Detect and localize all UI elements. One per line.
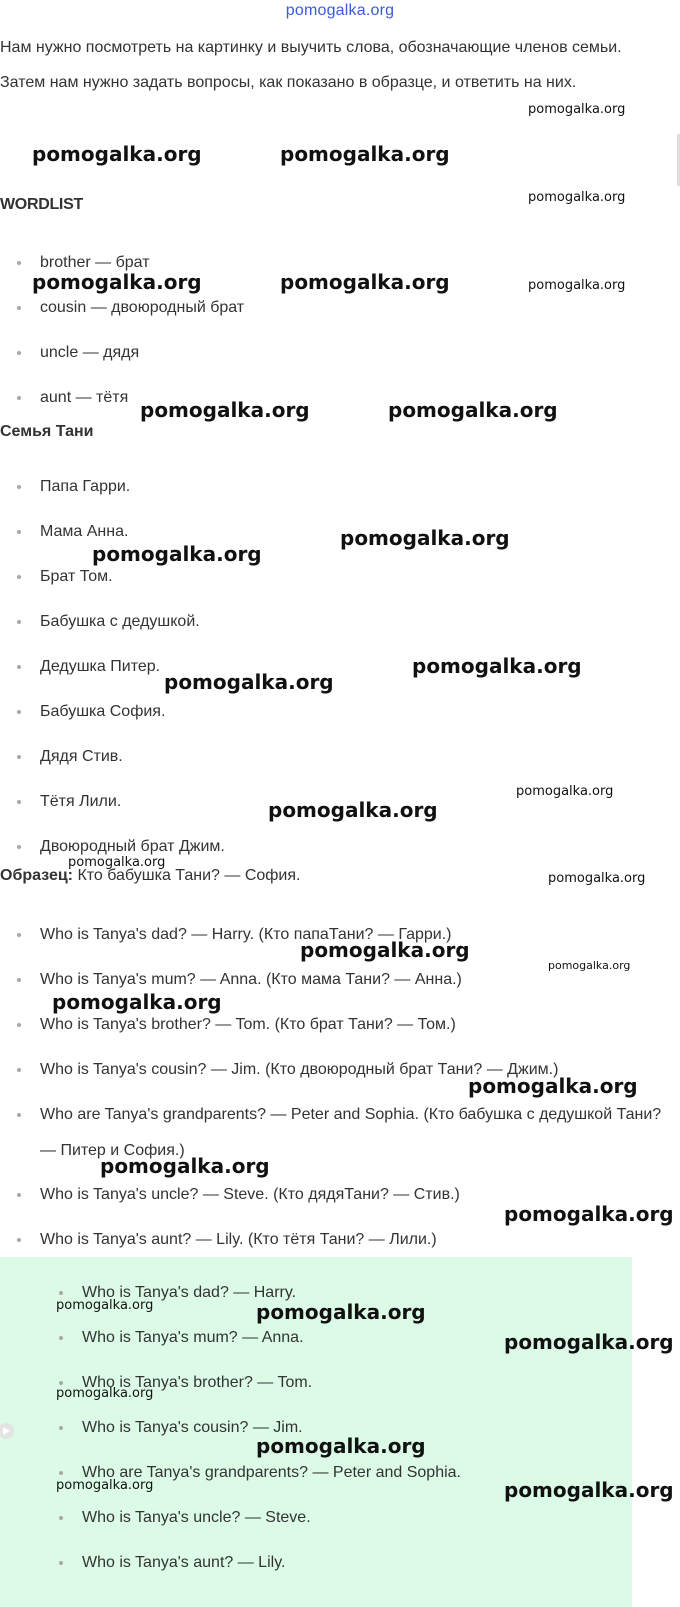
watermark: pomogalka.org xyxy=(504,1478,674,1502)
list-item: Дядя Стив. xyxy=(0,739,665,784)
list-item: Who is Tanya's cousin? — Jim. (Кто двоюродный брат Тани? — Джим.) xyxy=(0,1052,665,1097)
list-item: Who is Tanya's brother? — Tom. xyxy=(42,1365,622,1410)
list-item: Who is Tanya's dad? — Harry. xyxy=(42,1275,622,1320)
list-item: Двоюродный брат Джим. xyxy=(0,829,665,874)
list-item: Who is Tanya's uncle? — Steve. xyxy=(42,1500,622,1545)
watermark: pomogalka.org xyxy=(504,1202,674,1226)
list-item: Бабушка с дедушкой. xyxy=(0,604,665,649)
watermark: pomogalka.org xyxy=(340,526,510,550)
list-item: brother — брат xyxy=(0,245,665,290)
list-item: Who is Tanya's mum? — Anna. xyxy=(42,1320,622,1365)
watermark: pomogalka.org xyxy=(504,1330,674,1354)
watermark: pomogalka.org xyxy=(52,990,222,1014)
list-item: Who are Tanya's grandparents? — Peter and Sophia. (Кто бабушка с дедушкой Тани? — Питер и София.) xyxy=(0,1097,665,1177)
watermark: pomogalka.org xyxy=(300,938,470,962)
list-item: Бабушка София. xyxy=(0,694,665,739)
play-icon[interactable] xyxy=(0,1422,16,1440)
watermark: pomogalka.org xyxy=(140,398,310,422)
list-item: Who is Tanya's brother? — Tom. (Кто брат Тани? — Том.) xyxy=(0,1007,665,1052)
list-item: Мама Анна. xyxy=(0,514,665,559)
list-item: Who is Tanya's aunt? — Lily. xyxy=(42,1545,622,1590)
list-item: Who is Tanya's dad? — Harry. (Кто папаТани? — Гарри.) xyxy=(0,917,665,962)
watermark: pomogalka.org xyxy=(268,798,438,822)
watermark: pomogalka.org xyxy=(56,1386,154,1401)
watermark: pomogalka.org xyxy=(516,784,614,799)
watermark: pomogalka.org xyxy=(68,855,166,870)
watermark: pomogalka.org xyxy=(92,542,262,566)
watermark: pomogalka.org xyxy=(56,1478,154,1493)
watermark: pomogalka.org xyxy=(528,190,626,205)
sample-text: Кто бабушка Тани? — София. xyxy=(73,867,301,884)
watermark: pomogalka.org xyxy=(280,270,450,294)
list-item: Who is Tanya's cousin? — Jim. xyxy=(42,1410,622,1455)
watermark: pomogalka.org xyxy=(32,142,202,166)
sample-label: Образец: xyxy=(0,867,73,884)
list-item: Дедушка Питер. xyxy=(0,649,665,694)
watermark: pomogalka.org xyxy=(468,1074,638,1098)
list-item: cousin — двоюродный брат xyxy=(0,290,665,335)
family-heading: Семья Тани xyxy=(0,423,94,440)
site-logo[interactable]: pomogalka.org xyxy=(285,2,395,19)
list-item: uncle — дядя xyxy=(0,335,665,380)
list-item: Who is Tanya's uncle? — Steve. (Кто дядяТани? — Стив.) xyxy=(0,1177,665,1222)
watermark: pomogalka.org xyxy=(100,1154,270,1178)
watermark: pomogalka.org xyxy=(548,871,646,886)
list-item: Брат Том. xyxy=(0,559,665,604)
watermark: pomogalka.org xyxy=(256,1434,426,1458)
list-item: Who is Tanya's mum? — Anna. (Кто мама Тани? — Анна.) xyxy=(0,962,665,1007)
list-item: aunt — тётя xyxy=(0,380,665,425)
list-item: Who are Tanya's grandparents? — Peter and Sophia. xyxy=(42,1455,622,1500)
list-item: Тётя Лили. xyxy=(0,784,665,829)
watermark: pomogalka.org xyxy=(256,1300,426,1324)
watermark: pomogalka.org xyxy=(32,270,202,294)
wordlist-heading: WORDLIST xyxy=(0,196,83,213)
watermark: pomogalka.org xyxy=(164,670,334,694)
watermark: pomogalka.org xyxy=(56,1298,154,1313)
watermark: pomogalka.org xyxy=(280,142,450,166)
watermark: pomogalka.org xyxy=(548,959,631,972)
list-item: Папа Гарри. xyxy=(0,469,665,514)
intro-paragraph: Нам нужно посмотреть на картинку и выучить слова, обозначающие членов семьи. Затем нам нужно задать вопросы, как показано в образце, и ответить на них. xyxy=(0,39,622,91)
watermark: pomogalka.org xyxy=(528,102,626,117)
watermark: pomogalka.org xyxy=(528,278,626,293)
watermark: pomogalka.org xyxy=(412,654,582,678)
watermark: pomogalka.org xyxy=(388,398,558,422)
list-item: Who is Tanya's aunt? — Lily. (Кто тётя Тани? — Лили.) xyxy=(0,1222,665,1267)
